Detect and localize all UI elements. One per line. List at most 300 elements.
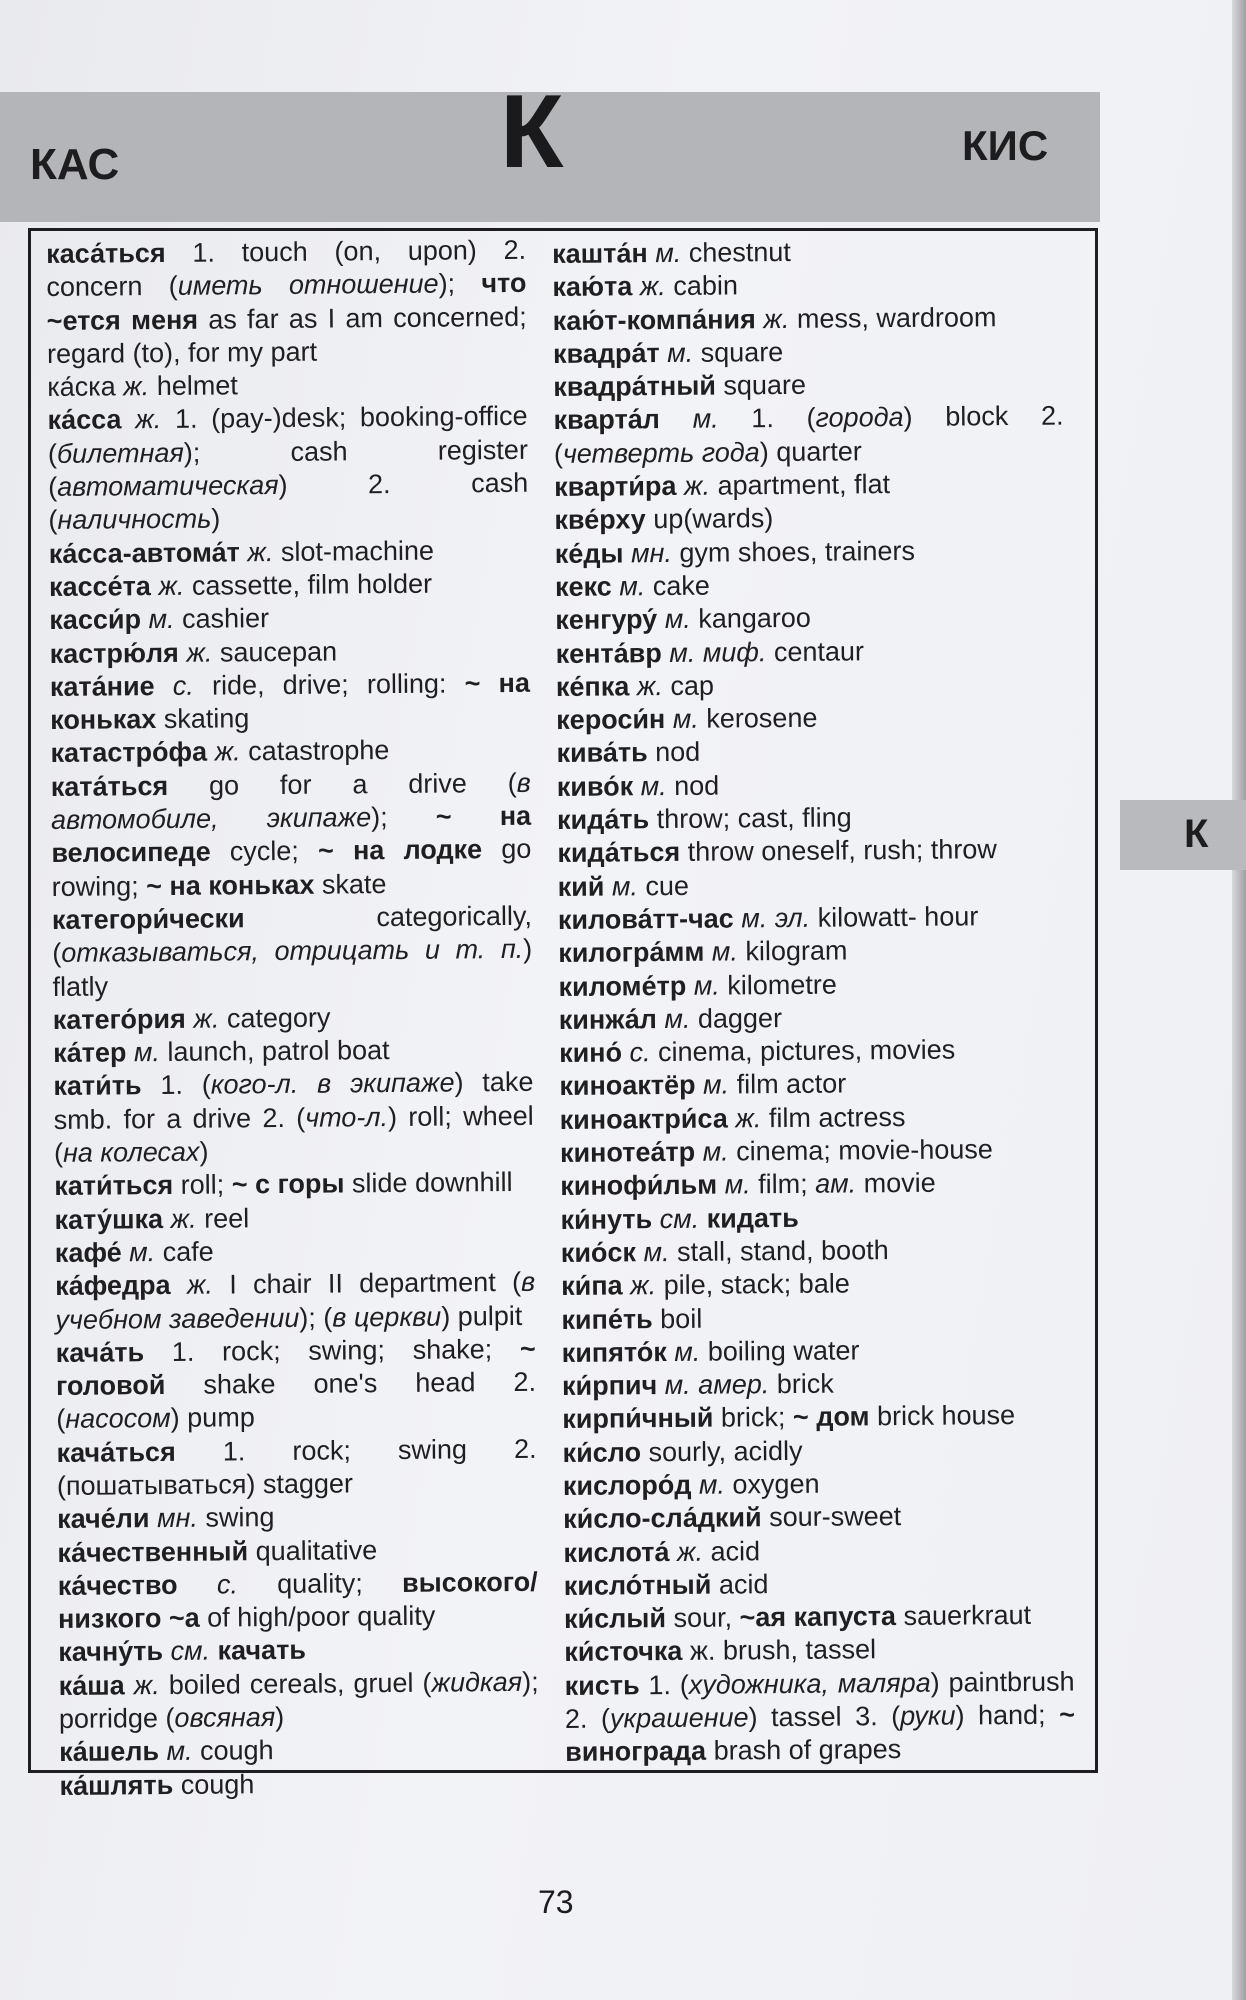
translation-text: film;: [750, 1169, 816, 1200]
grammar-note: города: [815, 402, 904, 434]
headword: ки́сло-сла́дкий: [563, 1502, 762, 1535]
headword: кирпи́чный: [562, 1403, 714, 1435]
headword: кварта́л: [553, 404, 661, 436]
grammar-note: ж.: [193, 1003, 220, 1034]
translation-text: swing: [197, 1502, 275, 1534]
translation-text: cough: [173, 1768, 255, 1800]
grammar-note: ж.: [763, 303, 790, 334]
translation-text: apartment, flat: [709, 469, 891, 501]
headword: кинотеа́тр: [559, 1136, 696, 1168]
dictionary-entry: [54, 1166, 534, 1203]
translation-text: film actress: [761, 1101, 906, 1133]
translation-text: ) pulpit: [441, 1300, 523, 1332]
grammar-note: м.: [129, 1236, 156, 1268]
headword: ка́федра: [55, 1270, 171, 1302]
translation-text: ): [211, 503, 221, 534]
dictionary-entry: [59, 1765, 539, 1802]
translation-text: sour-sweet: [761, 1501, 902, 1533]
translation-text: chestnut: [681, 236, 791, 268]
headword: ка́чественный: [57, 1535, 249, 1568]
translation-text: go rowing;: [51, 834, 532, 902]
dictionary-entry: [53, 1066, 534, 1170]
translation-text: [177, 1569, 217, 1599]
headword: ки́слый: [563, 1603, 667, 1635]
translation-text: of high/poor quality: [199, 1600, 436, 1633]
translation-text: ride, drive; rolling:: [193, 668, 465, 701]
translation-text: slot-machine: [273, 535, 435, 567]
translation-text: boil: [652, 1303, 703, 1334]
headword: килова́тт-час: [557, 903, 734, 935]
grammar-note: м. амер.: [664, 1369, 770, 1401]
dictionary-entry: [564, 1599, 1074, 1637]
translation-text: 1. (pay-)desk; booking-office (: [47, 401, 528, 469]
translation-text: nod: [647, 737, 701, 768]
grammar-note: м.: [133, 1037, 161, 1068]
headword: кату́шка: [54, 1203, 164, 1235]
headword: киноактёр: [559, 1070, 696, 1102]
grammar-note: автоматическая: [57, 470, 279, 502]
dictionary-entry: [55, 1266, 536, 1337]
dictionary-entry: [553, 400, 1064, 471]
translation-text: ) tassel 3. (: [748, 1701, 901, 1733]
headword: кислоро́д: [562, 1469, 692, 1501]
grammar-note: ж.: [639, 271, 666, 302]
translation-text: qualitative: [247, 1534, 378, 1566]
grammar-note: с.: [172, 670, 194, 701]
dictionary-entry: [558, 866, 1068, 904]
grammar-note: м.: [664, 1003, 691, 1034]
dictionary-entry: [558, 899, 1068, 937]
headword: кве́рху: [554, 504, 646, 536]
headword: кипято́к: [561, 1336, 667, 1368]
translation-text: kangaroo: [690, 603, 811, 635]
dictionary-entry: [49, 600, 529, 637]
headword: кероси́н: [556, 704, 666, 736]
dictionary-entry: [555, 633, 1065, 671]
translation-text: square: [693, 336, 784, 368]
translation-text: stall, stand, booth: [669, 1235, 889, 1267]
translation-text: ка́ска: [47, 371, 124, 403]
dictionary-entry: [555, 533, 1065, 571]
headword: кий: [557, 871, 605, 902]
translation-text: cafe: [155, 1236, 214, 1267]
translation-text: cashier: [174, 603, 270, 635]
dictionary-entry: [553, 367, 1063, 405]
translation-text: square: [715, 369, 807, 401]
translation-text: );: [371, 801, 436, 833]
dictionary-entry: [58, 1632, 538, 1669]
translation-text: up(wards): [645, 503, 774, 535]
dictionary-entry: [49, 533, 529, 570]
dictionary-entry: [56, 1432, 537, 1503]
left-column: [46, 234, 540, 1803]
translation-text: centaur: [766, 635, 865, 667]
dictionary-entry: [552, 267, 1062, 305]
right-column: [552, 234, 1075, 1770]
headword: касси́р: [49, 604, 142, 636]
grammar-note: м. эл.: [741, 902, 811, 934]
translation-text: shake one's head 2. (: [56, 1366, 537, 1435]
headword: ~ на велосипеде: [51, 800, 532, 869]
headword: ката́ние: [49, 670, 155, 702]
headword: ки́нуть: [560, 1203, 653, 1235]
grammar-note: м.: [711, 936, 739, 967]
dictionary-entry: [562, 1432, 1072, 1470]
translation-text: 1. touch (on, upon) 2. concern (: [46, 234, 527, 303]
headword: ки́сточка: [564, 1636, 683, 1668]
grammar-note: м.: [619, 571, 646, 602]
headword: ~ на коньках: [146, 869, 315, 901]
dictionary-entry: [552, 234, 1062, 272]
translation-text: I chair II department (: [212, 1267, 522, 1300]
headword: кива́ть: [556, 737, 648, 769]
translation-text: quality;: [237, 1567, 403, 1600]
grammar-note: с.: [629, 1037, 651, 1068]
guide-word-right: КИС: [962, 122, 1049, 169]
translation-text: ) take smb. for a drive 2. (: [53, 1067, 534, 1135]
dictionary-entry: [561, 1266, 1071, 1304]
translation-text: throw oneself, rush; throw: [680, 834, 997, 868]
translation-text: [154, 671, 172, 701]
headword: кафе́: [54, 1237, 122, 1268]
translation-text: cassette, film holder: [184, 568, 433, 601]
translation-text: brash of grapes: [705, 1734, 902, 1767]
translation-text: category: [219, 1002, 331, 1034]
page-number: 73: [538, 1884, 574, 1920]
headword: кекс: [554, 571, 612, 602]
translation-text: ж. brush, tassel: [682, 1634, 877, 1667]
headword: ка́шлять: [59, 1769, 174, 1801]
translation-text: [121, 405, 135, 435]
headword: кисть: [564, 1670, 640, 1701]
dictionary-entry: [562, 1332, 1072, 1370]
dictionary-entry: [560, 1133, 1070, 1171]
headword: киломе́тр: [558, 970, 687, 1002]
grammar-note: в церкви: [332, 1301, 442, 1333]
headword: кварти́ра: [554, 471, 677, 503]
grammar-note: ж.: [170, 1203, 197, 1234]
dictionary-entry: [46, 234, 527, 371]
grammar-note: м.: [693, 970, 720, 1001]
grammar-note: ж.: [247, 536, 274, 567]
grammar-note: художника, маляра: [688, 1667, 931, 1700]
grammar-note: жидкая: [431, 1666, 523, 1698]
translation-text: kilogram: [737, 935, 848, 967]
grammar-note: м.: [702, 1136, 729, 1167]
headword: каса́ться: [46, 237, 166, 269]
headword: кида́ться: [557, 837, 681, 869]
headword: ка́чество: [57, 1569, 178, 1601]
dictionary-entry: [53, 1000, 533, 1037]
dictionary-entry: [554, 500, 1064, 538]
grammar-note: м.: [724, 1169, 751, 1200]
grammar-note: м.: [702, 1069, 730, 1101]
dictionary-entry: [47, 400, 528, 537]
dictionary-entry: [561, 1232, 1071, 1270]
dictionary-entry: [562, 1366, 1072, 1404]
translation-text: go for a drive (: [168, 767, 517, 801]
headword: ~ на лодке: [317, 834, 483, 866]
dictionary-entry: [564, 1632, 1074, 1670]
headword: квадра́тный: [553, 370, 717, 403]
headword: ки́рпич: [561, 1370, 658, 1402]
dictionary-entry: [560, 1166, 1070, 1204]
translation-text: kerosene: [698, 702, 818, 734]
dictionary-entry: [557, 766, 1067, 804]
grammar-note: м.: [664, 604, 691, 635]
headword: ка́шель: [59, 1736, 160, 1768]
grammar-note: ж.: [214, 736, 241, 768]
translation-text: ); porridge (: [58, 1666, 539, 1735]
headword: что ~ется меня: [46, 268, 527, 336]
translation-text: film actor: [728, 1068, 847, 1100]
headword: ~ дом: [792, 1401, 870, 1433]
dictionary-entry: [557, 833, 1067, 871]
grammar-note: ж.: [133, 1669, 160, 1701]
translation-text: throw; cast, fling: [649, 802, 852, 835]
translation-text: ) hand;: [955, 1699, 1060, 1731]
headword: киноактри́са: [559, 1103, 728, 1135]
translation-text: ) 2. cash (: [48, 467, 529, 536]
dictionary-entry: [59, 1732, 539, 1769]
translation-text: cabin: [665, 270, 739, 302]
grammar-note: м.: [611, 870, 639, 902]
dictionary-entry: [53, 1033, 533, 1070]
dictionary-entry: [556, 733, 1066, 771]
translation-text: cough: [192, 1735, 274, 1767]
grammar-note: м.: [672, 703, 699, 735]
headword: ~ с горы: [231, 1168, 345, 1200]
dictionary-entry: [556, 700, 1066, 738]
headword: кати́ться: [54, 1170, 174, 1202]
headword: кента́вр: [555, 637, 662, 669]
headword: каю́та: [552, 271, 633, 303]
headword: ~ая капуста: [739, 1601, 897, 1633]
headword: ке́ды: [554, 538, 624, 569]
translation-text: cap: [662, 670, 715, 701]
translation-text: helmet: [149, 370, 238, 402]
grammar-note: ж.: [123, 371, 150, 402]
translation-text: dagger: [690, 1002, 783, 1034]
headword: ке́пка: [555, 671, 630, 702]
translation-text: ) roll; wheel (: [53, 1100, 534, 1168]
translation-text: [660, 404, 693, 434]
dictionary-entry: [57, 1499, 537, 1536]
translation-text: 1. (: [141, 1070, 211, 1101]
grammar-note: ж.: [135, 404, 162, 435]
headword: ка́сса: [47, 404, 122, 436]
headword: кинжа́л: [558, 1003, 658, 1035]
translation-text: movie: [856, 1168, 936, 1199]
dictionary-entry: [558, 933, 1068, 971]
headword: ки́па: [561, 1270, 623, 1302]
dictionary-entry: [50, 733, 530, 770]
grammar-note: ж.: [676, 1536, 704, 1567]
translation-text: cycle;: [210, 835, 319, 867]
translation-text: sour,: [665, 1602, 740, 1634]
headword: кидать: [706, 1202, 799, 1234]
grammar-note: м.: [674, 1336, 701, 1367]
translation-text: catastrophe: [240, 735, 390, 767]
grammar-note: наличность: [57, 503, 212, 536]
translation-text: cake: [645, 570, 710, 602]
grammar-note: м.: [640, 770, 667, 801]
headword: ката́ться: [50, 770, 169, 802]
dictionary-entry: [58, 1566, 539, 1637]
dictionary-entry: [563, 1465, 1073, 1503]
dictionary-entry: [563, 1532, 1073, 1570]
translation-text: ): [199, 1136, 209, 1167]
dictionary-entry: [51, 767, 532, 904]
grammar-note: украшение: [609, 1702, 749, 1734]
translation-text: 1. (: [639, 1669, 689, 1701]
translation-text: brick house: [869, 1400, 1016, 1432]
headword: кипе́ть: [561, 1303, 653, 1335]
headword: катего́рия: [52, 1003, 186, 1035]
dictionary-entry: [58, 1666, 539, 1737]
grammar-note: м.: [692, 404, 719, 435]
dictionary-entry: [49, 633, 529, 670]
grammar-note: ж.: [186, 637, 213, 668]
section-letter: К: [500, 74, 564, 190]
dictionary-entry: [50, 667, 531, 738]
thumb-index-letter: К: [1184, 812, 1209, 856]
dictionary-entry: [553, 300, 1063, 338]
translation-text: acid: [711, 1569, 769, 1600]
translation-text: ) paintbrush 2. (: [564, 1666, 1075, 1735]
grammar-note: с.: [216, 1569, 239, 1600]
headword: кинофи́льм: [560, 1169, 718, 1202]
grammar-note: м.: [655, 237, 682, 269]
headword: ~ винограда: [565, 1699, 1076, 1768]
translation-text: ): [275, 1702, 285, 1733]
grammar-note: иметь отношение: [177, 268, 439, 302]
dictionary-entry: [558, 966, 1068, 1004]
grammar-note: отказываться, отрицать и т. п.: [61, 934, 524, 969]
dictionary-entry: [560, 1199, 1070, 1237]
dictionary-entry: [559, 1033, 1069, 1071]
dictionary-entry: [55, 1233, 535, 1270]
translation-text: as far as I am concerned; regard (to), for my part: [46, 301, 527, 369]
translation-text: cue: [637, 870, 690, 901]
grammar-note: четверть года: [562, 436, 760, 469]
grammar-note: м.: [698, 1469, 726, 1500]
grammar-note: ж.: [629, 1270, 657, 1301]
dictionary-entry: [562, 1399, 1072, 1437]
grammar-note: ж.: [158, 570, 185, 602]
translation-text: pile, stack; bale: [656, 1268, 850, 1301]
dictionary-entry: [57, 1532, 537, 1569]
translation-text: reel: [196, 1202, 250, 1234]
translation-text: roll;: [173, 1169, 232, 1201]
headword: каю́т-компа́ния: [552, 303, 756, 336]
dictionary-entry: [556, 666, 1066, 704]
headword: кача́ть: [55, 1336, 145, 1368]
grammar-note: руки: [900, 1700, 956, 1732]
translation-text: sauerkraut: [895, 1600, 1032, 1632]
headword: качать: [217, 1635, 307, 1667]
headword: кача́ться: [56, 1436, 176, 1468]
dictionary-entry: [555, 600, 1065, 638]
translation-text: boiled cereals, gruel (: [159, 1667, 432, 1700]
guide-word-left: КАС: [30, 140, 120, 189]
dictionary-entry: [54, 1199, 534, 1236]
grammar-note: мн.: [630, 537, 673, 568]
dictionary-entry: [561, 1299, 1071, 1337]
headword: кисло́тный: [563, 1569, 712, 1601]
translation-text: 1. rock; swing 2. (пошатываться) stagger: [56, 1433, 537, 1501]
headword: кино́: [558, 1037, 623, 1069]
dictionary-entry: [559, 1066, 1069, 1104]
thumb-index-tab: [1120, 800, 1246, 870]
translation-text: nod: [666, 770, 720, 801]
grammar-note: билетная: [56, 437, 184, 469]
translation-text: cinema, pictures, movies: [650, 1034, 956, 1068]
dictionary-entry: [564, 1565, 1074, 1603]
headword: категори́чески: [51, 903, 245, 935]
headword: киво́к: [556, 771, 634, 802]
translation-text: gym shoes, trainers: [671, 535, 916, 568]
headword: ки́сло: [562, 1436, 642, 1468]
headword: кислота́: [563, 1536, 670, 1568]
translation-text: kilometre: [719, 969, 837, 1001]
grammar-note: на колесах: [62, 1136, 200, 1168]
headword: кенгуру́: [555, 604, 658, 636]
headword: кида́ть: [556, 804, 650, 836]
headword: ~ головой: [55, 1333, 536, 1402]
headword: кастрю́ля: [49, 637, 179, 669]
grammar-note: м.: [148, 604, 175, 635]
translation-text: launch, patrol boat: [159, 1035, 390, 1068]
dictionary-entry: [559, 999, 1069, 1037]
grammar-note: см.: [170, 1636, 211, 1667]
translation-text: oxygen: [724, 1468, 820, 1500]
grammar-note: кого-л. в экипаже: [210, 1067, 455, 1101]
grammar-note: м. миф.: [669, 636, 767, 668]
grammar-note: мн.: [156, 1503, 199, 1534]
translation-text: );: [438, 268, 482, 299]
translation-text: categorically, (: [52, 900, 533, 969]
translation-text: 1. rock; swing; shake;: [143, 1333, 521, 1367]
grammar-note: насосом: [65, 1403, 171, 1435]
dictionary-entry: [554, 467, 1064, 505]
grammar-note: ж.: [683, 470, 711, 501]
translation-text: brick: [769, 1368, 834, 1400]
grammar-note: что-л.: [305, 1101, 389, 1133]
dictionary-entry: [52, 900, 533, 1004]
translation-text: ) block 2. (: [553, 401, 1064, 469]
grammar-note: овсяная: [174, 1702, 276, 1733]
grammar-note: ж.: [636, 670, 664, 702]
headword: кио́ск: [560, 1237, 637, 1268]
dictionary-entry: [557, 800, 1067, 838]
translation-text: cinema; movie-house: [728, 1134, 993, 1167]
headword: квадра́т: [552, 337, 660, 369]
dictionary-entry: [56, 1333, 537, 1437]
headword: кашта́н: [552, 238, 648, 269]
translation-text: slide downhill: [344, 1167, 513, 1199]
dictionary-entry: [555, 567, 1065, 605]
dictionary-entry: [553, 333, 1063, 371]
headword: качну́ть: [58, 1636, 164, 1668]
grammar-note: ж.: [735, 1102, 762, 1134]
translation-text: ); (: [299, 1302, 333, 1333]
headword: катастро́фа: [50, 737, 208, 769]
translation-text: boiling water: [700, 1335, 860, 1367]
headword: высокого/низкого ~а: [57, 1566, 538, 1635]
translation-text: ) pump: [170, 1402, 255, 1434]
dictionary-entry: [560, 1099, 1070, 1137]
